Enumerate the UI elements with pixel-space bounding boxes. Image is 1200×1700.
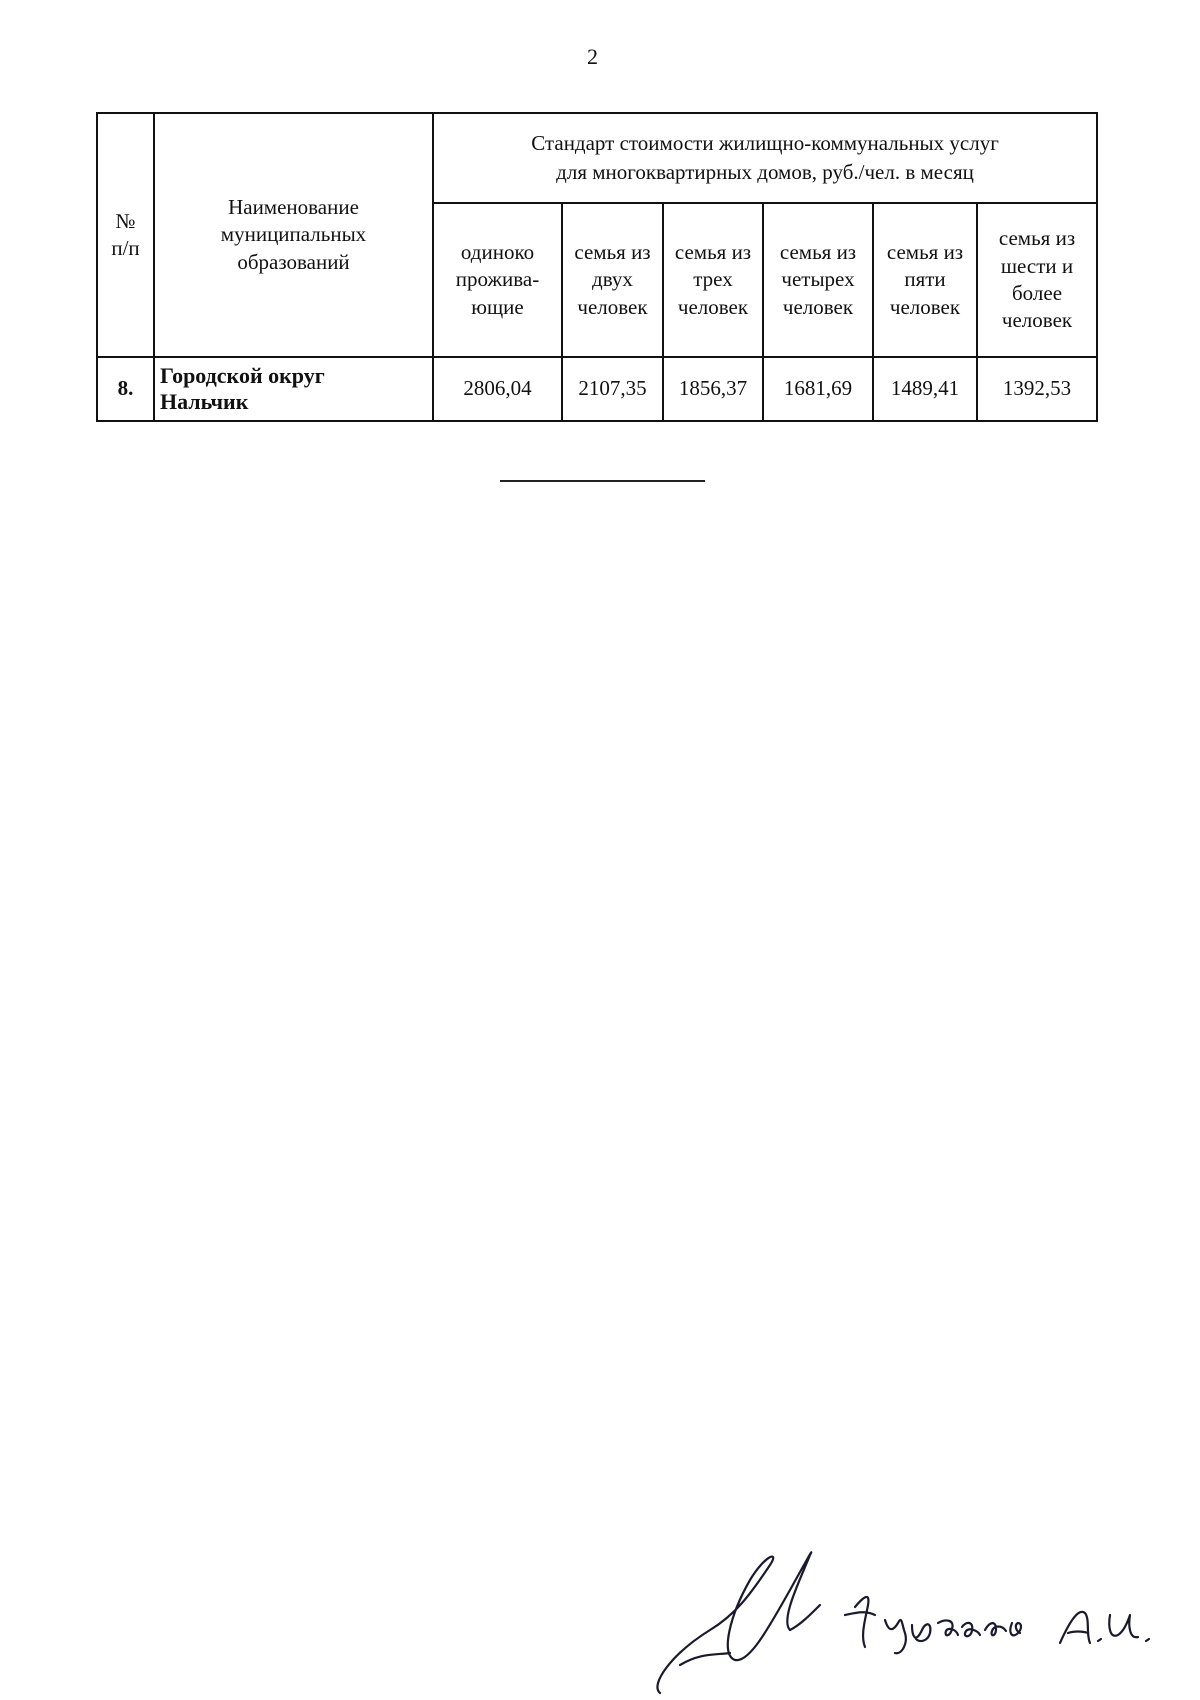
divider-line: [500, 480, 705, 482]
value-three: 1856,37: [663, 357, 763, 421]
header-col-single: одиноко прожива- ющие: [433, 203, 562, 357]
row-name: Городской округ Нальчик: [154, 357, 433, 421]
header-col-four: семья из четырех человек: [763, 203, 873, 357]
header-col-three: семья из трех человек: [663, 203, 763, 357]
page-number: 2: [587, 44, 598, 69]
table-row: [97, 357, 1097, 421]
value-single: 2806,04: [433, 357, 562, 421]
handwritten-signature: [640, 1535, 1160, 1700]
value-two: 2107,35: [562, 357, 663, 421]
header-col-six: семья из шести и более человек: [977, 203, 1097, 357]
tariff-table: [96, 112, 1098, 422]
header-col-two: семья из двух человек: [562, 203, 663, 357]
header-col-five: семья из пяти человек: [873, 203, 977, 357]
value-five: 1489,41: [873, 357, 977, 421]
row-number: 8.: [97, 357, 154, 421]
value-six: 1392,53: [977, 357, 1097, 421]
header-name: Наименование муниципальных образований: [154, 113, 433, 357]
value-four: 1681,69: [763, 357, 873, 421]
header-group: Стандарт стоимости жилищно-коммунальных услуг для многоквартирных домов, руб./чел. в месяц: [433, 113, 1097, 203]
header-number: № п/п: [97, 113, 154, 357]
